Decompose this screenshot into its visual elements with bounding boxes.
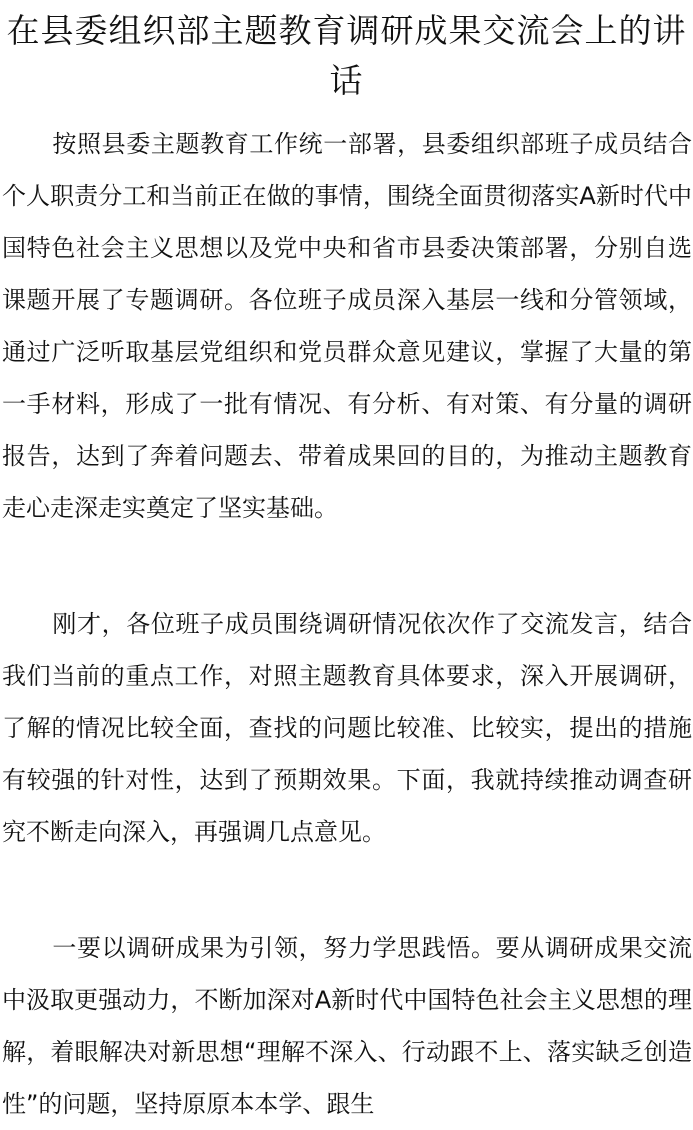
document-title: 在县委组织部主题教育调研成果交流会上的讲话	[6, 11, 687, 100]
paragraph-3: 一要以调研成果为引领，努力学思践悟。要从调研成果交流中汲取更强动力，不断加深对A新时代中国特色社会主义思想的理解，着眼解决对新思想“理解不深入、行动跟不上、落实缺乏创造性”的问题，坚持原原本本学、跟生	[2, 934, 692, 1118]
paragraph-2: 刚才，各位班子成员围绕调研情况依次作了交流发言，结合我们当前的重点工作，对照主题教育具体要求，深入开展调研，了解的情况比较全面，查找的问题比较准、比较实，提出的措施有较强的针对性，达到了预期效果。下面，我就持续推动调查研究不断走向深入，再强调几点意见。	[2, 610, 692, 846]
paragraph-1: 按照县委主题教育工作统一部署，县委组织部班子成员结合个人职责分工和当前正在做的事情，围绕全面贯彻落实A新时代中国特色社会主义思想以及党中央和省市县委决策部署，分别自选课题开展了专题调研。各位班子成员深入基层一线和分管领域，通过广泛听取基层党组织和党员群众意见建议，掌握了大量的第一手材料，形成了一批有情况、有分析、有对策、有分量的调研报告，达到了奔着问题去、带着成果回的目的，为推动主题教育走心走深走实奠定了坚实基础。	[2, 130, 692, 522]
